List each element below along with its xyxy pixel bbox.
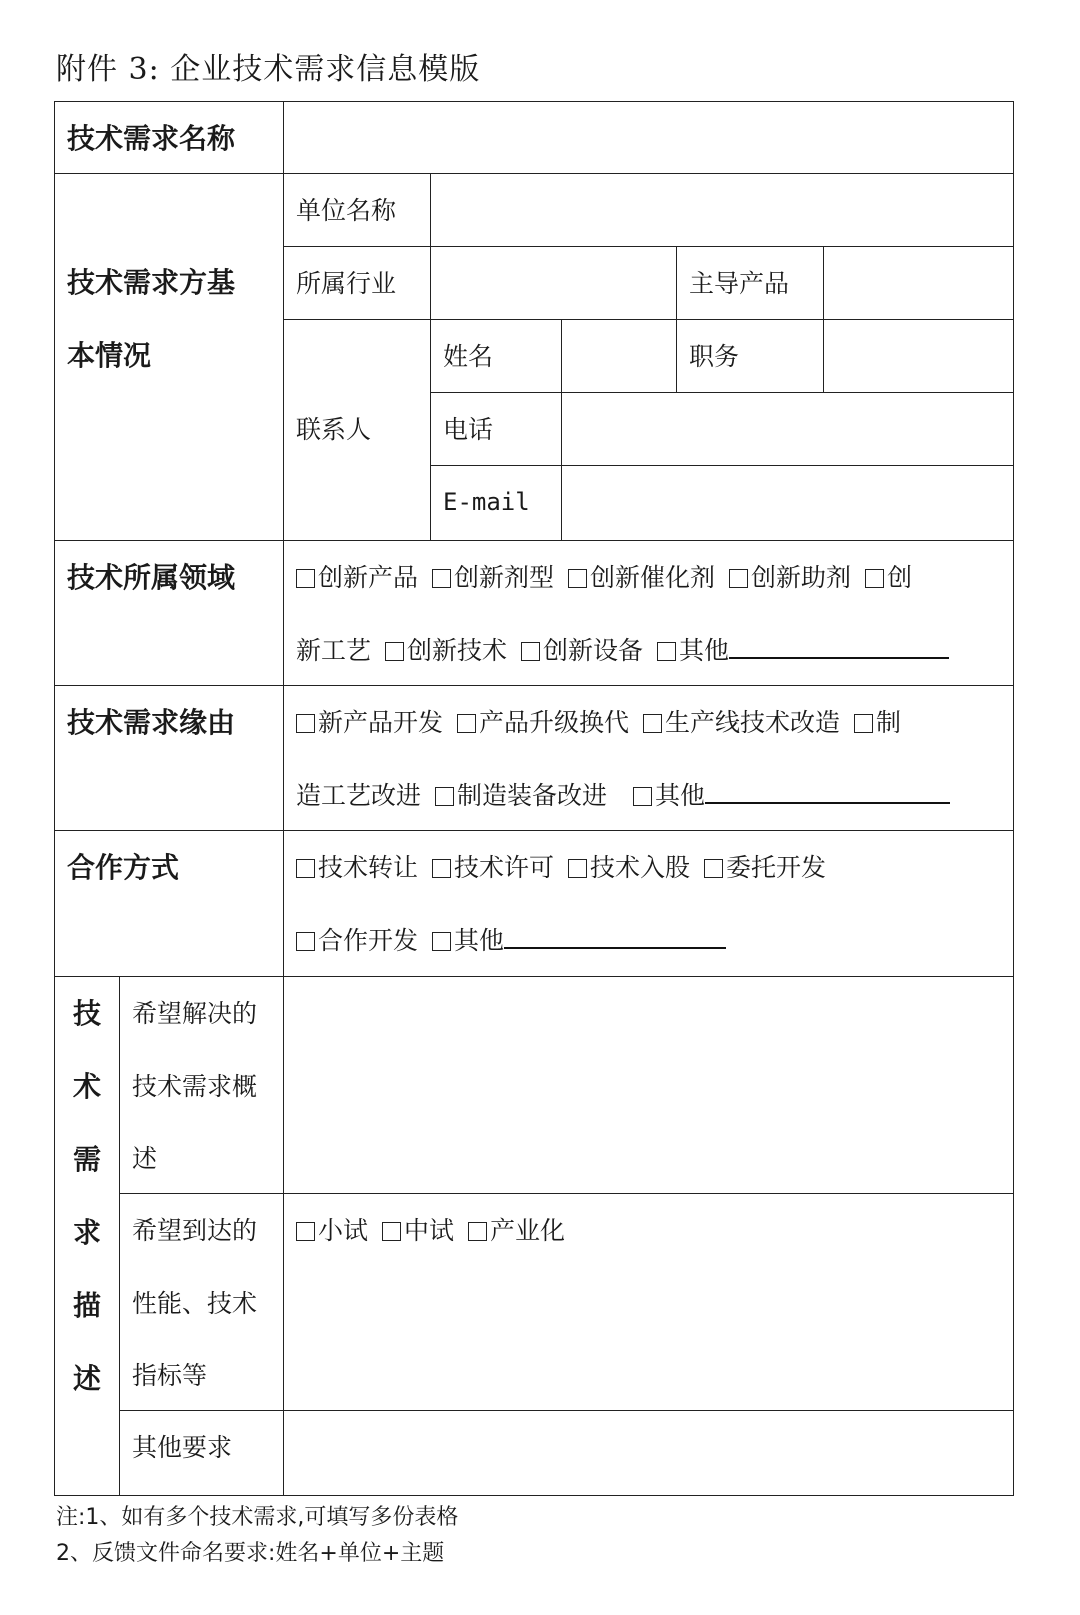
reason-options-cell — [283, 685, 1014, 832]
field-options-line1 — [296, 541, 912, 614]
field-option-innovative-additive[interactable]: 创新助剂 — [729, 563, 851, 592]
note-1: 注:1、如有多个技术需求,可填写多份表格 — [56, 1505, 459, 1530]
unit-name-input[interactable] — [430, 173, 1014, 248]
checkbox[interactable] — [854, 714, 873, 733]
checkbox[interactable] — [296, 1222, 315, 1241]
main-product-label: 主导产品 — [689, 269, 790, 298]
stage-option-industrialization[interactable]: 产业化 — [468, 1216, 565, 1245]
checkbox[interactable] — [432, 569, 451, 588]
field-label: 技术所属领域 — [67, 561, 236, 594]
checkbox[interactable] — [432, 932, 451, 951]
summary-label-line1: 希望解决的 — [132, 999, 258, 1028]
industry-label-cell — [283, 246, 432, 321]
name-input[interactable] — [561, 319, 678, 394]
other-req-label: 其他要求 — [132, 1433, 233, 1462]
coop-other-blank[interactable] — [504, 921, 726, 949]
field-option-innovative-dosage[interactable]: 创新剂型 — [432, 563, 554, 592]
note-2: 2、反馈文件命名要求:姓名+单位+主题 — [56, 1541, 445, 1566]
reason-options-line2 — [296, 759, 950, 832]
field-option-innovative-tech[interactable]: 创新技术 — [385, 636, 507, 665]
coop-option-commissioned[interactable]: 委托开发 — [704, 853, 826, 882]
desc-char-6: 述 — [72, 1362, 101, 1395]
tech-name-input[interactable] — [283, 101, 1014, 175]
desc-char-5: 描 — [72, 1289, 101, 1322]
checkbox[interactable] — [296, 932, 315, 951]
unit-name-label-cell — [283, 173, 432, 248]
checkbox[interactable] — [865, 569, 884, 588]
checkbox[interactable] — [296, 859, 315, 878]
checkbox[interactable] — [521, 642, 540, 661]
field-other-blank[interactable] — [729, 631, 949, 659]
email-input[interactable] — [561, 465, 1014, 542]
checkbox[interactable] — [729, 569, 748, 588]
email-label-cell — [430, 465, 563, 542]
checkbox[interactable] — [432, 859, 451, 878]
reason-label-cell — [54, 685, 285, 832]
desc-vertical-label-cell — [54, 976, 121, 1496]
checkbox[interactable] — [568, 859, 587, 878]
reason-other-blank[interactable] — [705, 776, 950, 804]
contact-label: 联系人 — [296, 415, 372, 444]
checkbox[interactable] — [296, 714, 315, 733]
stage-options — [296, 1194, 565, 1267]
summary-label-cell — [119, 976, 285, 1195]
industry-input[interactable] — [430, 246, 678, 321]
desc-char-1: 技 — [72, 997, 101, 1030]
reason-option-other[interactable]: 其他 — [633, 781, 705, 810]
stage-option-pilot-small[interactable]: 小试 — [296, 1216, 368, 1245]
checkbox[interactable] — [457, 714, 476, 733]
reason-options-line1 — [296, 686, 901, 759]
field-label-cell — [54, 540, 285, 687]
coop-label: 合作方式 — [67, 851, 180, 884]
coop-options-line1 — [296, 831, 826, 904]
position-label: 职务 — [689, 342, 740, 371]
basic-info-label-1: 技术需求方基 — [67, 266, 236, 299]
target-label-line3: 指标等 — [132, 1361, 208, 1390]
summary-input[interactable] — [283, 976, 1014, 1195]
position-label-cell — [676, 319, 825, 394]
main-product-input[interactable] — [823, 246, 1014, 321]
reason-option-equipment-improve[interactable]: 制造装备改进 — [435, 781, 607, 810]
checkbox[interactable] — [296, 569, 315, 588]
reason-label: 技术需求缘由 — [67, 706, 236, 739]
target-label-cell — [119, 1193, 285, 1412]
coop-option-joint[interactable]: 合作开发 — [296, 926, 418, 955]
field-option-process-continued: 新工艺 — [296, 636, 372, 665]
coop-label-cell — [54, 830, 285, 978]
phone-input[interactable] — [561, 392, 1014, 467]
coop-options-cell — [283, 830, 1014, 978]
other-req-input[interactable] — [283, 1410, 1014, 1496]
reason-option-process-continued: 造工艺改进 — [296, 781, 422, 810]
phone-label-cell — [430, 392, 563, 467]
checkbox[interactable] — [643, 714, 662, 733]
field-options-cell — [283, 540, 1014, 687]
reason-option-upgrade[interactable]: 产品升级换代 — [457, 708, 629, 737]
name-label: 姓名 — [443, 342, 494, 371]
basic-info-label-cell — [54, 173, 285, 542]
field-option-innovative-catalyst[interactable]: 创新催化剂 — [568, 563, 715, 592]
field-option-other[interactable]: 其他 — [657, 636, 729, 665]
field-option-innovative-product[interactable]: 创新产品 — [296, 563, 418, 592]
desc-char-3: 需 — [72, 1143, 101, 1176]
position-input[interactable] — [823, 319, 1014, 394]
desc-char-2: 术 — [72, 1070, 101, 1103]
page-title: 附件 3: 企业技术需求信息模版 — [56, 52, 481, 87]
main-product-label-cell — [676, 246, 825, 321]
summary-label-line2: 技术需求概 — [132, 1072, 258, 1101]
field-option-innovative-equipment[interactable]: 创新设备 — [521, 636, 643, 665]
desc-char-4: 求 — [72, 1216, 101, 1249]
checkbox[interactable] — [468, 1222, 487, 1241]
other-req-label-cell — [119, 1410, 285, 1496]
target-label-line2: 性能、技术 — [132, 1289, 258, 1318]
summary-label-line3: 述 — [132, 1144, 158, 1173]
contact-label-cell — [283, 319, 432, 542]
checkbox[interactable] — [435, 787, 454, 806]
industry-label: 所属行业 — [296, 269, 397, 298]
reason-option-line-renovation[interactable]: 生产线技术改造 — [643, 708, 840, 737]
name-label-cell — [430, 319, 563, 394]
checkbox[interactable] — [704, 859, 723, 878]
tech-name-label: 技术需求名称 — [67, 122, 236, 155]
reason-option-process-improve[interactable]: 制 — [854, 708, 901, 737]
coop-options-line2 — [296, 904, 726, 977]
coop-option-transfer[interactable]: 技术转让 — [296, 853, 418, 882]
coop-option-other[interactable]: 其他 — [432, 926, 504, 955]
target-label-line1: 希望到达的 — [132, 1216, 258, 1245]
target-input[interactable] — [283, 1193, 1014, 1412]
checkbox[interactable] — [657, 642, 676, 661]
unit-name-label: 单位名称 — [296, 196, 397, 225]
email-label: E-mail — [443, 488, 530, 516]
basic-info-label-2: 本情况 — [67, 339, 152, 372]
coop-option-license[interactable]: 技术许可 — [432, 853, 554, 882]
reason-option-new-product[interactable]: 新产品开发 — [296, 708, 443, 737]
tech-name-label-cell — [54, 101, 285, 175]
field-options-line2 — [296, 614, 949, 687]
checkbox[interactable] — [385, 642, 404, 661]
coop-option-equity[interactable]: 技术入股 — [568, 853, 690, 882]
stage-option-pilot-medium[interactable]: 中试 — [382, 1216, 454, 1245]
checkbox[interactable] — [568, 569, 587, 588]
checkbox[interactable] — [633, 787, 652, 806]
phone-label: 电话 — [443, 415, 494, 444]
field-option-innovative-process[interactable]: 创 — [865, 563, 912, 592]
checkbox[interactable] — [382, 1222, 401, 1241]
